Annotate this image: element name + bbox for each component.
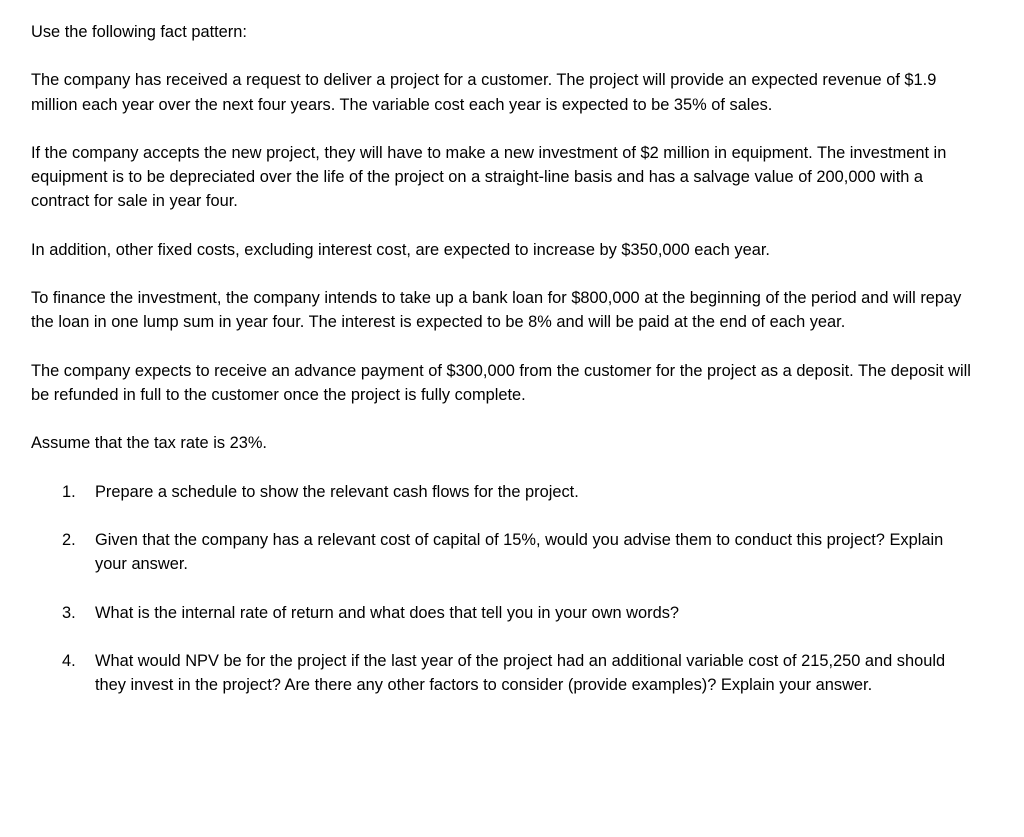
question-item <box>31 480 981 504</box>
question-text: What is the internal rate of return and what does that tell you in your own words? <box>95 603 680 622</box>
question-number: 1. <box>62 482 76 501</box>
paragraph-project-revenue: The company has received a request to deliver a project for a customer. The project will provide an expected revenue of $1.9 million each year over the next four years. The variable cost each year is expected to be 35% of sales. <box>31 71 937 114</box>
question-number: 3. <box>62 603 76 622</box>
question-item <box>31 601 981 625</box>
question-text: Given that the company has a relevant cost of capital of 15%, would you advise them to conduct this project? Explain your answer. <box>95 531 944 574</box>
paragraph-fixed-costs: In addition, other fixed costs, excluding interest cost, are expected to increase by $350,000 each year. <box>31 240 770 259</box>
question-list <box>31 480 981 698</box>
question-item <box>31 528 981 576</box>
paragraph-equipment-investment: If the company accepts the new project, they will have to make a new investment of $2 million in equipment. The investment in equipment is to be depreciated over the life of the project on a straight-line basis and has a salvage value of 200,000 with a contract for sale in year four. <box>31 143 947 211</box>
document-body <box>31 20 981 722</box>
paragraph-deposit: The company expects to receive an advance payment of $300,000 from the customer for the project as a deposit. The deposit will be refunded in full to the customer once the project is fully complete. <box>31 361 971 404</box>
question-number: 4. <box>62 652 76 671</box>
paragraph-bank-loan: To finance the investment, the company intends to take up a bank loan for $800,000 at the beginning of the period and will repay the loan in one lump sum in year four. The interest is expected to be 8% and will be paid at the end of each year. <box>31 289 962 332</box>
intro-line: Use the following fact pattern: <box>31 23 247 41</box>
question-text: Prepare a schedule to show the relevant cash flows for the project. <box>95 482 579 501</box>
question-item <box>31 649 981 697</box>
question-number: 2. <box>62 531 76 550</box>
paragraph-tax-rate: Assume that the tax rate is 23%. <box>31 434 267 453</box>
question-text: What would NPV be for the project if the last year of the project had an additional variable cost of 215,250 and should they invest in the project? Are there any other factors to consider (provide examples)? Explain your answer. <box>95 652 946 695</box>
